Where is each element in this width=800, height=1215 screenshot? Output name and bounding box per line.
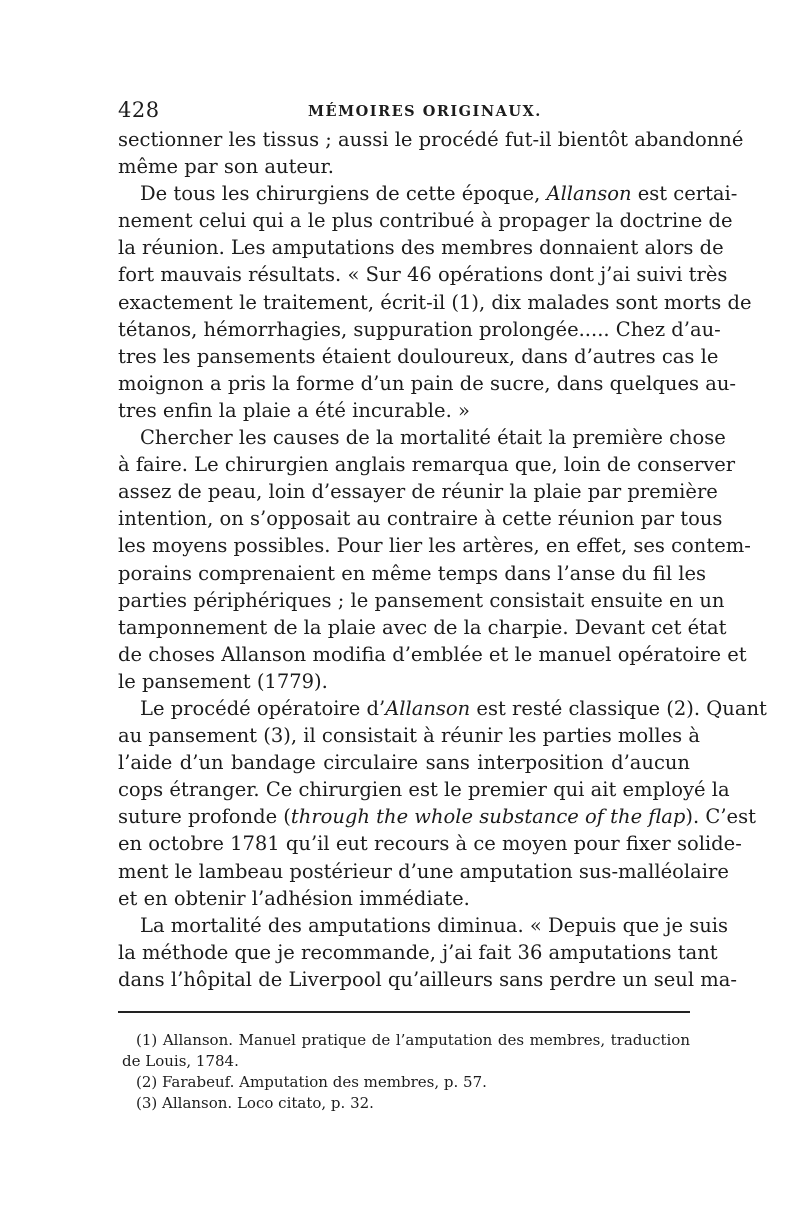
text-line: sectionner les tissus ; aussi le procédé fut-il bientôt abandonné xyxy=(118,128,744,151)
page-header xyxy=(118,98,690,128)
text-line: en octobre 1781 qu’il eut recours à ce moyen pour fixer solide- xyxy=(118,832,742,856)
text-line: au pansement (3), il consistait à réunir les parties molles à xyxy=(118,724,700,748)
text-line: la méthode que je recommande, j’ai fait 36 amputations tant xyxy=(118,940,718,964)
text-line: l’aide d’un bandage circulaire sans interposition d’aucun xyxy=(118,751,690,775)
text-line: assez de peau, loin d’essayer de réunir la plaie par première xyxy=(118,480,718,504)
footnote-2: (2) Farabeuf. Amputation des membres, p. 57. xyxy=(136,1073,487,1091)
text-line: suture profonde (through the whole substance of the flap). C’est xyxy=(118,805,756,829)
page-number: 428 xyxy=(118,98,160,122)
footnote-divider xyxy=(118,1011,690,1013)
footnote-1: (1) Allanson. Manuel pratique de l’amputation des membres, traduction xyxy=(136,1031,690,1049)
text-line: Le procédé opératoire d’Allanson est resté classique (2). Quant xyxy=(140,696,767,720)
text-line: fort mauvais résultats. « Sur 46 opérations dont j’ai suivi très xyxy=(118,263,728,287)
text-line: parties périphériques ; le pansement consistait ensuite en un xyxy=(118,588,725,612)
text-line: ment le lambeau postérieur d’une amputation sus-malléolaire xyxy=(118,859,729,883)
text-line: le pansement (1779). xyxy=(118,669,328,693)
text-line: à faire. Le chirurgien anglais remarqua que, loin de conserver xyxy=(118,453,736,477)
author-name-italic: Allanson xyxy=(385,696,471,720)
text-line: Chercher les causes de la mortalité était la première chose xyxy=(140,426,726,450)
footnote-3: (3) Allanson. Loco citato, p. 32. xyxy=(136,1094,374,1112)
text-line: les moyens possibles. Pour lier les artères, en effet, ses contem- xyxy=(118,534,751,558)
text-line: même par son auteur. xyxy=(118,155,334,179)
text-line: intention, on s’opposait au contraire à cette réunion par tous xyxy=(118,507,723,531)
running-head: MÉMOIRES ORIGINAUX. xyxy=(308,103,542,120)
text-line: porains comprenaient en même temps dans l’anse du fil les xyxy=(118,561,707,585)
text-line: cops étranger. Ce chirurgien est le premier qui ait employé la xyxy=(118,778,730,802)
text-line: tres enfin la plaie a été incurable. » xyxy=(118,398,470,422)
text-line: De tous les chirurgiens de cette époque, Allanson est certai- xyxy=(140,182,738,206)
author-name-italic: Allanson xyxy=(546,182,632,206)
footnotes xyxy=(122,1030,690,1114)
text-line: la réunion. Les amputations des membres donnaient alors de xyxy=(118,236,724,260)
text-line: moignon a pris la forme d’un pain de sucre, dans quelques au- xyxy=(118,371,736,395)
text-line: et en obtenir l’adhésion immédiate. xyxy=(118,886,470,910)
english-quote-italic: through the whole substance of the flap xyxy=(290,805,686,829)
text-line: dans l’hôpital de Liverpool qu’ailleurs sans perdre un seul ma- xyxy=(118,967,737,991)
text-line: nement celui qui a le plus contribué à propager la doctrine de xyxy=(118,209,733,233)
text-line: La mortalité des amputations diminua. « Depuis que je suis xyxy=(140,913,729,937)
text-line: de choses Allanson modifia d’emblée et le manuel opératoire et xyxy=(118,642,747,666)
text-line: tétanos, hémorrhagies, suppuration prolongée..... Chez d’au- xyxy=(118,317,721,341)
footnote-1-continuation: de Louis, 1784. xyxy=(122,1052,239,1070)
text-line: tamponnement de la plaie avec de la charpie. Devant cet état xyxy=(118,615,727,639)
body-text xyxy=(118,126,767,993)
text-line: tres les pansements étaient douloureux, dans d’autres cas le xyxy=(118,344,719,368)
text-line: exactement le traitement, écrit-il (1), dix malades sont morts de xyxy=(118,290,752,314)
